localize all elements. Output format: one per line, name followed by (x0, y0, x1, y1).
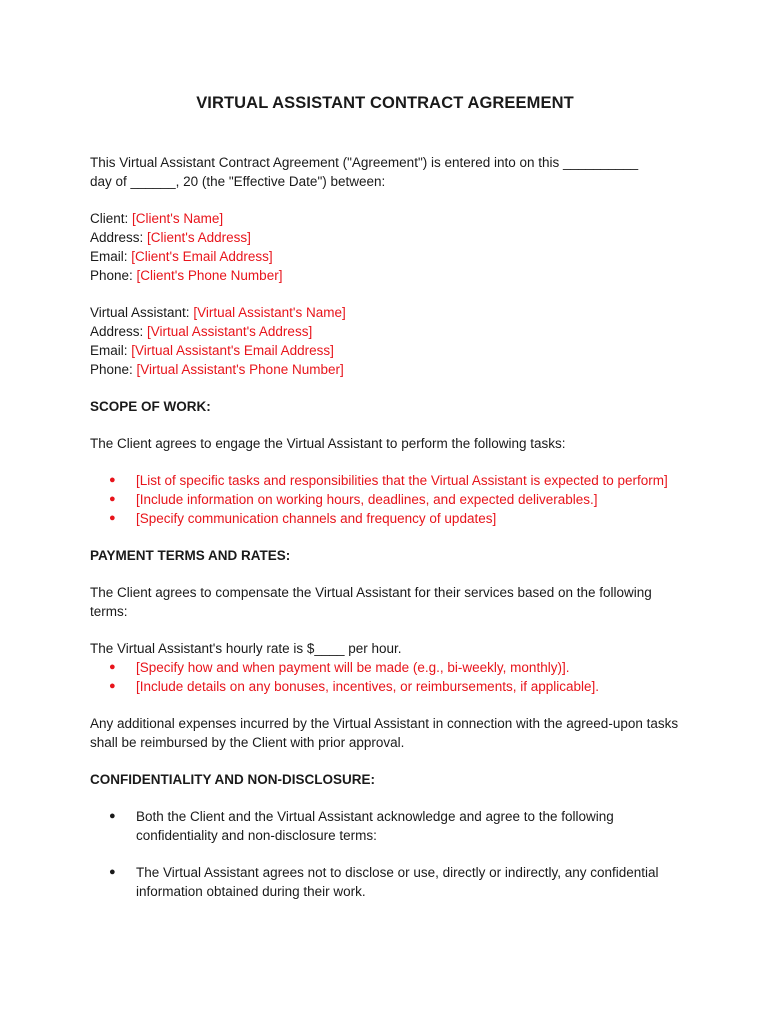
assistant-address-line: Address: [Virtual Assistant's Address] (90, 324, 313, 339)
bullet-icon: ● (109, 474, 116, 486)
assistant-phone-placeholder: [Virtual Assistant's Phone Number] (136, 362, 344, 377)
list-item: ● [Specify communication channels and frequency of updates] (109, 511, 497, 526)
list-item: ● [List of specific tasks and responsibilities that the Virtual Assistant is expected to perform] (109, 473, 668, 488)
list-item: ● The Virtual Assistant agrees not to disclose or use, directly or indirectly, any confidential information obtained during their work. (109, 865, 659, 899)
client-email-line: Email: [Client's Email Address] (90, 249, 273, 264)
bullet-icon: ● (109, 680, 116, 692)
assistant-name-line: Virtual Assistant: [Virtual Assistant's Name] (90, 305, 346, 320)
intro-line-2: day of ______, 20 (the "Effective Date") between: (90, 174, 386, 189)
list-item: ● [Include information on working hours, deadlines, and expected deliverables.] (109, 492, 598, 507)
bullet-icon: ● (109, 661, 116, 673)
list-item: ● [Include details on any bonuses, incentives, or reimbursements, if applicable]. (109, 679, 600, 694)
client-details (90, 209, 690, 285)
client-name-line: Client: [Client's Name] (90, 211, 224, 226)
intro-line-1: This Virtual Assistant Contract Agreement ("Agreement") is entered into on this __________ (90, 155, 639, 170)
client-phone-placeholder: [Client's Phone Number] (136, 268, 283, 283)
bullet-icon: ● (109, 512, 116, 524)
list-item: ● Both the Client and the Virtual Assistant acknowledge and agree to the following confidentiality and non-disclosure terms: (109, 809, 614, 843)
list-item: ● [Specify how and when payment will be made (e.g., bi-weekly, monthly)]. (109, 660, 570, 675)
assistant-phone-line: Phone: [Virtual Assistant's Phone Number] (90, 362, 344, 377)
document-title: VIRTUAL ASSISTANT CONTRACT AGREEMENT (196, 94, 574, 112)
document-body (90, 153, 690, 901)
assistant-address-placeholder: [Virtual Assistant's Address] (147, 324, 313, 339)
assistant-email-line: Email: [Virtual Assistant's Email Address] (90, 343, 334, 358)
scope-list (90, 471, 690, 528)
client-address-placeholder: [Client's Address] (147, 230, 251, 245)
payment-rate: The Virtual Assistant's hourly rate is $____ per hour. (90, 641, 402, 656)
bullet-icon: ● (109, 493, 116, 505)
bullet-icon: ● (109, 866, 116, 878)
client-address-line: Address: [Client's Address] (90, 230, 251, 245)
intro-paragraph (90, 153, 690, 191)
client-name-placeholder: [Client's Name] (132, 211, 224, 226)
client-phone-line: Phone: [Client's Phone Number] (90, 268, 283, 283)
client-email-placeholder: [Client's Email Address] (131, 249, 273, 264)
confidentiality-heading: CONFIDENTIALITY AND NON-DISCLOSURE: (90, 772, 375, 787)
payment-list (90, 658, 690, 696)
assistant-email-placeholder: [Virtual Assistant's Email Address] (131, 343, 334, 358)
scope-intro: The Client agrees to engage the Virtual Assistant to perform the following tasks: (90, 436, 566, 451)
confidentiality-list-2 (90, 863, 690, 901)
bullet-icon: ● (109, 810, 116, 822)
payment-expenses: Any additional expenses incurred by the Virtual Assistant in connection with the agreed-upon tasks shall be reimbursed by the Client with prior approval. (90, 716, 679, 750)
payment-intro: The Client agrees to compensate the Virtual Assistant for their services based on the following terms: (90, 585, 652, 619)
scope-heading: SCOPE OF WORK: (90, 399, 211, 414)
assistant-details (90, 303, 690, 379)
assistant-name-placeholder: [Virtual Assistant's Name] (193, 305, 346, 320)
confidentiality-list (90, 807, 690, 845)
payment-heading: PAYMENT TERMS AND RATES: (90, 548, 291, 563)
